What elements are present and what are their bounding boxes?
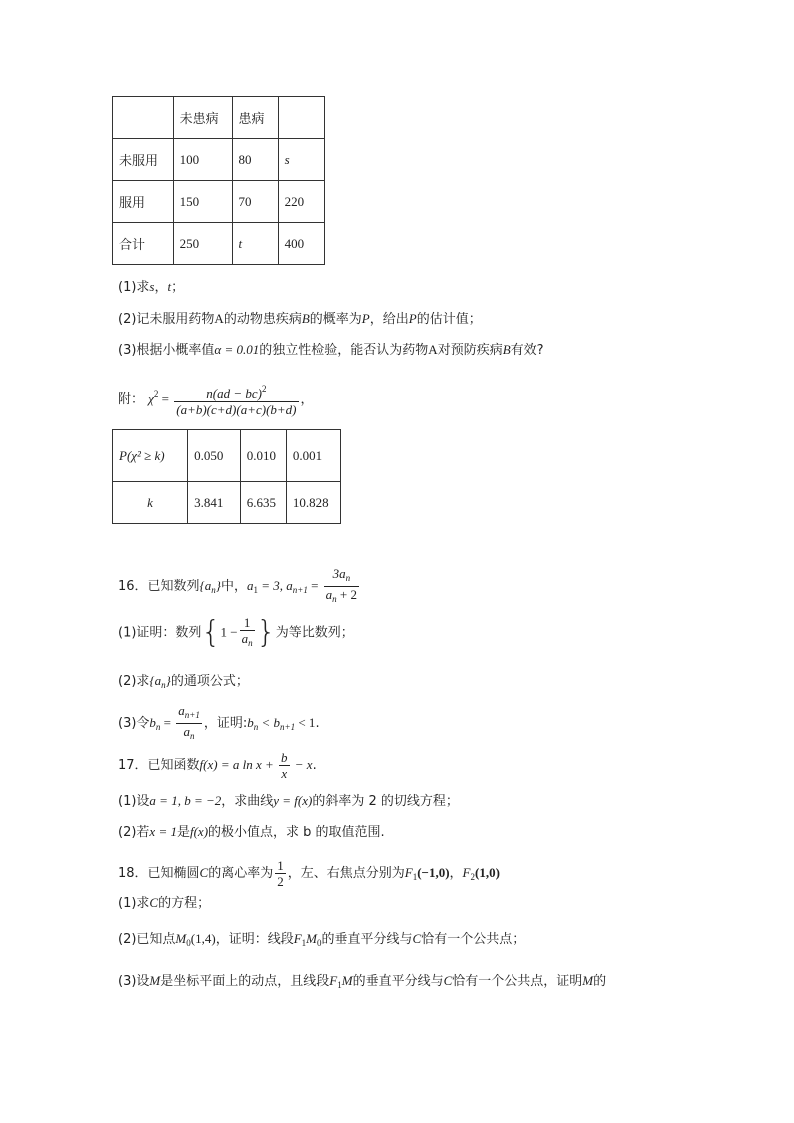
text: ， [300,392,314,407]
text: (2)已知点 [118,932,176,947]
text: 的动物患疾病 [223,312,302,327]
subscript: 0 [186,938,191,948]
table-cell: 0.050 [188,430,241,482]
text: ，证明: [203,716,248,731]
table-cell: s [278,139,324,181]
math-expr: = 3, a [257,578,293,593]
numerator [174,382,298,402]
equals-sign: = [307,578,322,593]
denominator: x [281,766,288,781]
text: 中， [220,579,247,594]
denominator [324,587,359,607]
math-var: a [246,578,254,593]
table-row [113,181,325,223]
row-label: k [113,482,188,524]
appendix-label: 附： [118,392,145,407]
q16-part1 [118,615,354,651]
math-var: a [241,631,249,646]
table-cell: 3.841 [188,482,241,524]
table-cell: 0.001 [286,430,340,482]
math-var: b [247,715,254,730]
subscript: n [211,585,216,595]
ratio-fraction [176,703,202,744]
table-row [113,139,325,181]
math-expr: y = f(x) [273,793,313,808]
text: 是 [176,825,190,840]
text: (1)设 [118,794,150,809]
math-expr: } [165,673,171,688]
question-number: 17．已知函数 [118,758,200,773]
subscript: n+1 [184,710,200,720]
math-var: b [149,715,156,730]
q15-part3 [118,341,544,360]
text: (1)求 [118,896,150,911]
text: 恰有一个公共点； [421,932,526,947]
table-cell: 10.828 [286,482,340,524]
text: (3)令 [118,716,150,731]
text: (1)证明：数列 [118,625,202,641]
text: (2)记未服用药物 [118,312,215,327]
text: (2)若 [118,825,150,840]
text: 为等比数列； [275,625,354,641]
math-var: a [178,703,185,718]
math-expr: n(ad − bc) [206,386,262,401]
table-header-row [113,97,325,139]
math-var: a [325,587,333,602]
text: ，求曲线 [221,794,274,809]
superscript: 2 [261,384,267,394]
table-cell: 0.010 [240,430,286,482]
denominator: 2 [277,874,284,889]
text: . [312,758,317,773]
table-cell: 150 [173,181,232,223]
text: ， [449,866,463,881]
text: (2)求 [118,674,150,689]
critical-value-table [112,429,341,524]
math-var: M [175,931,187,946]
subscript: n [190,731,195,741]
table-row [113,482,341,524]
row-label: 未服用 [113,139,174,181]
subscript: n [155,722,161,732]
b-over-x-fraction [279,750,290,781]
math-expr: a = 1, b = −2 [149,793,222,808]
subscript: 2 [470,872,475,882]
table-cell [113,97,174,139]
math-expr: 1 − [220,624,238,640]
math-expr: f(x) = a ln x + [199,757,278,772]
left-brace: { [201,615,221,650]
math-expr: + 2 [336,587,358,602]
subscript: 1 [412,872,418,882]
math-var: F [293,931,302,946]
table-header-cell: 患病 [232,97,278,139]
text: 的独立性检验，能否认为药物 [259,343,429,358]
text: 的方程； [158,896,211,911]
equals-sign: = [160,715,175,730]
equals-sign: = [158,391,173,406]
q18-part2 [118,930,525,952]
q15-part1 [118,278,184,297]
math-expr: (−1,0) [417,865,450,880]
text: 是坐标平面上的动点，且线段 [160,974,330,989]
math-var: C [412,931,422,946]
q15-part2 [118,310,482,329]
row-label: 合计 [113,223,174,265]
subscript: 1 [253,585,258,595]
text: ， [154,280,168,295]
text: ，给出 [369,312,409,327]
text: 的估计值； [416,312,482,327]
subscript: n [253,722,259,732]
math-expr: (1,0) [475,865,500,880]
text: 对预防疾病 [437,343,503,358]
q16-part2 [118,672,249,694]
text: (1)求 [118,280,150,295]
contingency-table [112,96,325,265]
denominator [176,724,202,744]
math-var: P [361,311,370,326]
math-expr: < b [258,715,281,730]
text: ； [171,280,185,295]
math-var: M [341,973,353,988]
text: 的 [593,974,607,989]
math-expr: α = 0.01 [214,342,260,357]
table-cell: 80 [232,139,278,181]
math-expr: {a [149,673,162,688]
math-var: M [149,973,161,988]
numerator [324,566,359,587]
chi-fraction [174,382,298,417]
q18-stem [118,856,500,894]
q16-part3 [118,703,320,744]
eccentricity-fraction [275,858,286,889]
subscript: n [345,573,351,583]
text: 的离心率为 [208,866,274,881]
text: ，左、右焦点分别为 [287,866,405,881]
text: . [315,716,320,731]
math-var: F [329,973,338,988]
numerator: b [281,750,288,765]
table-header-cell: 未患病 [173,97,232,139]
math-var: t [167,279,172,294]
denominator [240,631,255,651]
question-number: 18．已知椭圆 [118,866,200,881]
q17-stem [118,748,317,783]
math-var: A [214,311,224,326]
question-number: 16．已知数列 [118,579,200,594]
numerator: 1 [277,858,284,873]
table-cell: 220 [278,181,324,223]
q16-stem [118,566,361,607]
subscript: 0 [317,938,322,948]
text: ，证明：线段 [215,932,294,947]
math-var: C [443,973,453,988]
recurrence-fraction [324,566,359,607]
text: 的概率为 [309,312,362,327]
table-cell: 250 [173,223,232,265]
math-expr: {a [199,578,212,593]
text: (3)设 [118,974,150,989]
math-expr: − x [291,757,313,772]
right-brace: } [256,615,276,650]
subscript: n [332,594,337,604]
math-expr: f(x) [189,824,209,839]
text: 的斜率为 2 的切线方程； [312,794,459,809]
subscript: 1 [337,980,342,990]
subscript: n+1 [292,585,308,595]
text: 恰有一个公共点，证明 [452,974,583,989]
math-var: M [582,973,594,988]
table-row [113,430,341,482]
table-cell: 100 [173,139,232,181]
math-expr: } [215,578,221,593]
text: 的垂直平分线与 [352,974,444,989]
math-var: F [404,865,413,880]
denominator: (a+b)(c+d)(a+c)(b+d) [176,402,297,417]
numerator [176,703,202,724]
table-cell [278,97,324,139]
math-var: M [306,931,317,946]
subscript: 1 [301,938,307,948]
row-label: 服用 [113,181,174,223]
reciprocal-fraction [240,615,255,651]
math-expr: 3a [332,566,346,581]
math-var: A [428,342,438,357]
subscript: n [248,638,253,648]
q18-part1 [118,894,210,913]
text: 的通项公式； [170,674,249,689]
math-expr: < 1 [295,715,316,730]
q17-part1 [118,792,459,811]
math-expr: x = 1 [149,824,177,839]
table-cell: 400 [278,223,324,265]
text: 的垂直平分线与 [321,932,413,947]
math-var: B [502,342,511,357]
math-var: C [199,865,209,880]
math-var: F [462,865,471,880]
q17-part2 [118,823,385,842]
math-var: χ [148,391,154,406]
math-var: B [301,311,310,326]
superscript: 2 [153,389,159,399]
table-cell: 6.635 [240,482,286,524]
text: 的极小值点，求 b 的取值范围. [208,825,385,840]
math-var: a [183,724,191,739]
subscript: n [161,680,166,690]
numerator: 1 [240,615,255,631]
q18-part3 [118,972,606,994]
chi-square-formula [118,376,314,418]
math-var: s [149,279,155,294]
text: 有效? [510,343,544,358]
text: (3)根据小概率值 [118,343,215,358]
math-var: P [408,311,417,326]
row-label: P(χ² ≥ k) [113,430,188,482]
table-row [113,223,325,265]
math-expr: (1,4) [190,931,216,946]
table-cell: 70 [232,181,278,223]
math-var: C [149,895,159,910]
subscript: n+1 [280,722,296,732]
table-cell: t [232,223,278,265]
